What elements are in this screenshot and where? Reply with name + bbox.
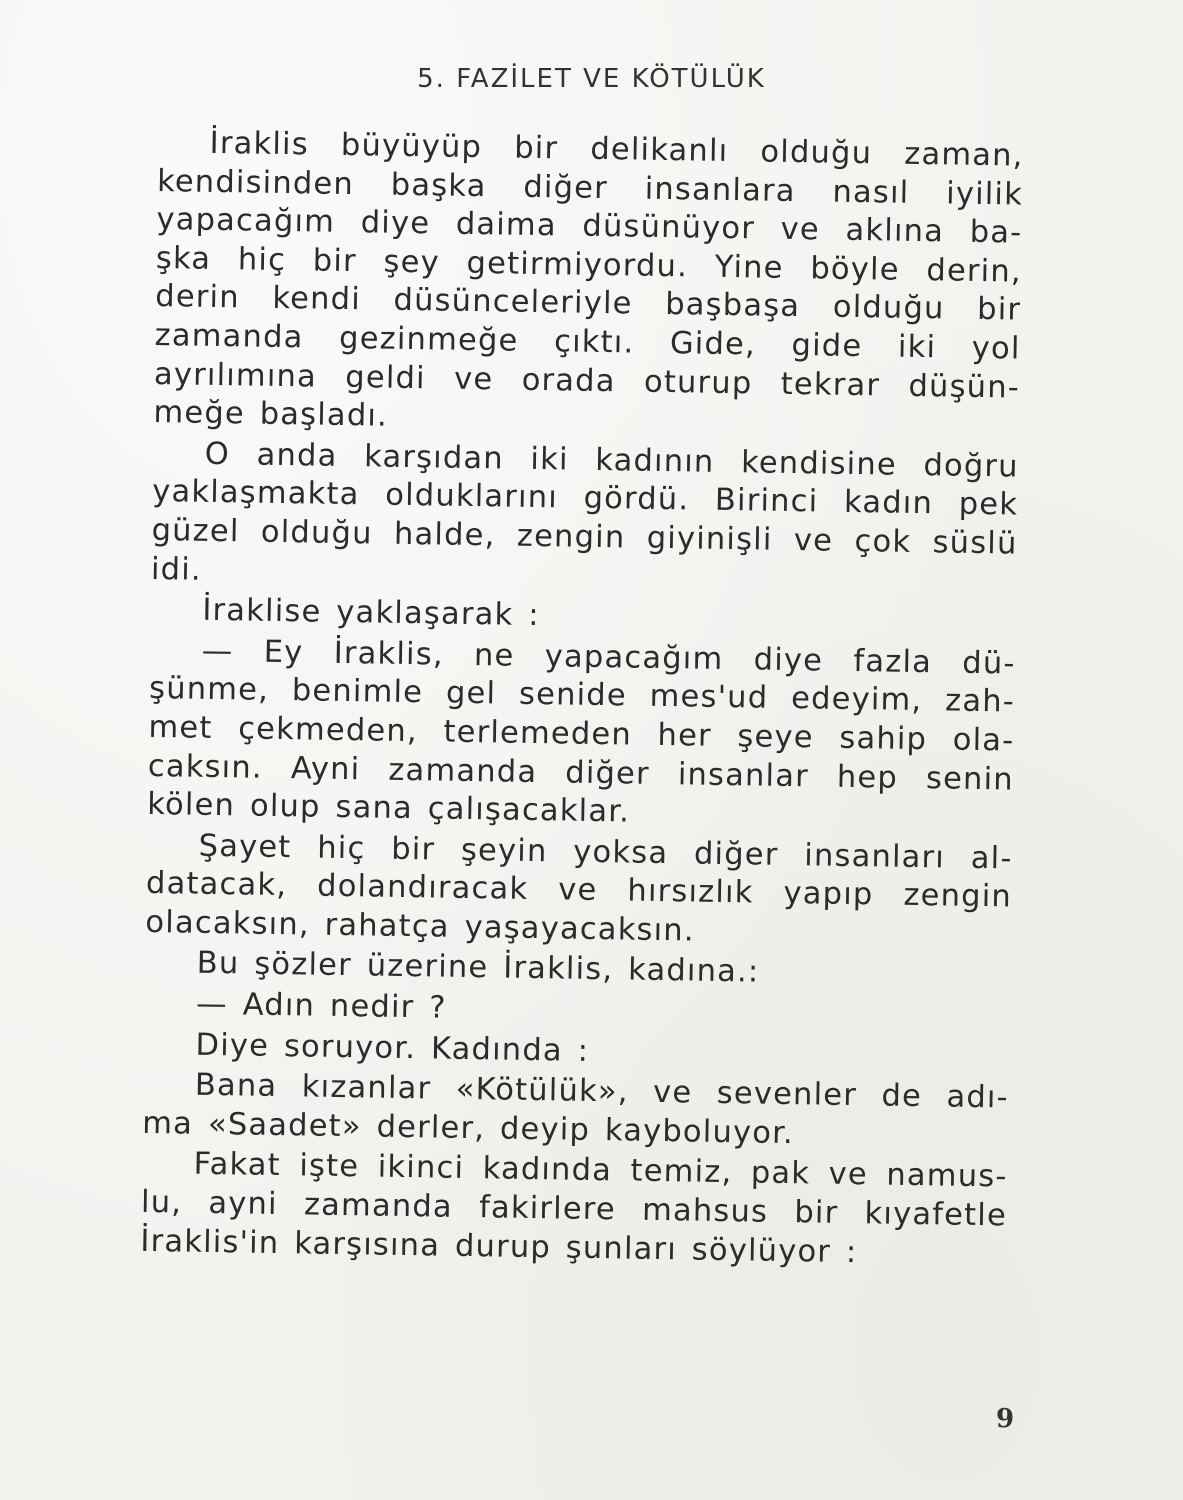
text-line: O anda karşıdan iki kadının kendisine doğru bbox=[204, 436, 1019, 485]
text-line: şünme, benimle gel senide mes'ud edeyim, zah- bbox=[148, 671, 1016, 720]
text-line: Bana kızanlar «Kötülük», ve sevenler de adı- bbox=[194, 1067, 1010, 1116]
body-text bbox=[140, 124, 1024, 1275]
text-line: — Adın nedir ? bbox=[195, 986, 447, 1026]
text-line: idi. bbox=[150, 551, 203, 588]
text-line: kölen olup sana çalışacaklar. bbox=[147, 787, 631, 830]
text-line: met çekmeden, terlemeden her şeye sahip ola- bbox=[148, 709, 1015, 759]
text-line: İraklise yaklaşarak : bbox=[202, 592, 541, 634]
text-line: yaklaşmakta olduklarını gördü. Birinci kadın pek bbox=[151, 474, 1019, 523]
text-line: zamanda gezinmeğe çıktı. Gide, gide iki yol bbox=[154, 317, 1021, 367]
text-line: şka hiç bir şey getirmiyordu. Yine böyle derin, bbox=[155, 240, 1023, 290]
text-line: lu, ayni zamanda fakirlere mahsus bir kıyafetle bbox=[140, 1184, 1008, 1234]
text-line: — Ey İraklis, ne yapacağım diye fazla dü- bbox=[201, 633, 1016, 682]
text-line: ayrılımına geldi ve orada oturup tekrar düşün- bbox=[153, 356, 1021, 406]
text-line: meğe başladı. bbox=[153, 395, 389, 434]
text-line: İraklis büyüyüp bir delikanlı olduğu zaman, bbox=[209, 125, 1024, 174]
text-line: güzel olduğu halde, zengin giyinişli ve çok süslü bbox=[151, 512, 1018, 562]
page-number: 9 bbox=[996, 1404, 1015, 1434]
text-line: Diye soruyor. Kadında : bbox=[195, 1027, 590, 1069]
text-line: Bu şözler üzerine İraklis, kadına.: bbox=[196, 946, 760, 991]
text-line: datacak, dolandıracak ve hırsızlık yapıp zengin bbox=[145, 866, 1013, 915]
text-line: İraklis'in karşısına durup şunları söylüyor : bbox=[140, 1223, 858, 1270]
chapter-title: 5. FAZİLET VE KÖTÜLÜK bbox=[417, 64, 766, 94]
text-line: kendisinden başka diğer insanlara nasıl iyilik bbox=[156, 163, 1024, 213]
text-line: derin kendi düsünceleriyle başbaşa olduğu bir bbox=[155, 279, 1022, 328]
text-line: Şayet hiç bir şeyin yoksa diğer insanları al- bbox=[198, 828, 1013, 877]
text-line: yapacağım diye daima düsünüyor ve aklına ba- bbox=[156, 202, 1023, 251]
text-line: Fakat işte ikinci kadında temiz, pak ve namus- bbox=[193, 1147, 1008, 1195]
text-line: caksın. Ayni zamanda diğer insanlar hep senin bbox=[147, 748, 1015, 798]
text-line: ma «Saadet» derler, deyip kayboluyor. bbox=[142, 1105, 795, 1151]
text-line: olacaksın, rahatça yaşayacaksın. bbox=[145, 904, 696, 949]
